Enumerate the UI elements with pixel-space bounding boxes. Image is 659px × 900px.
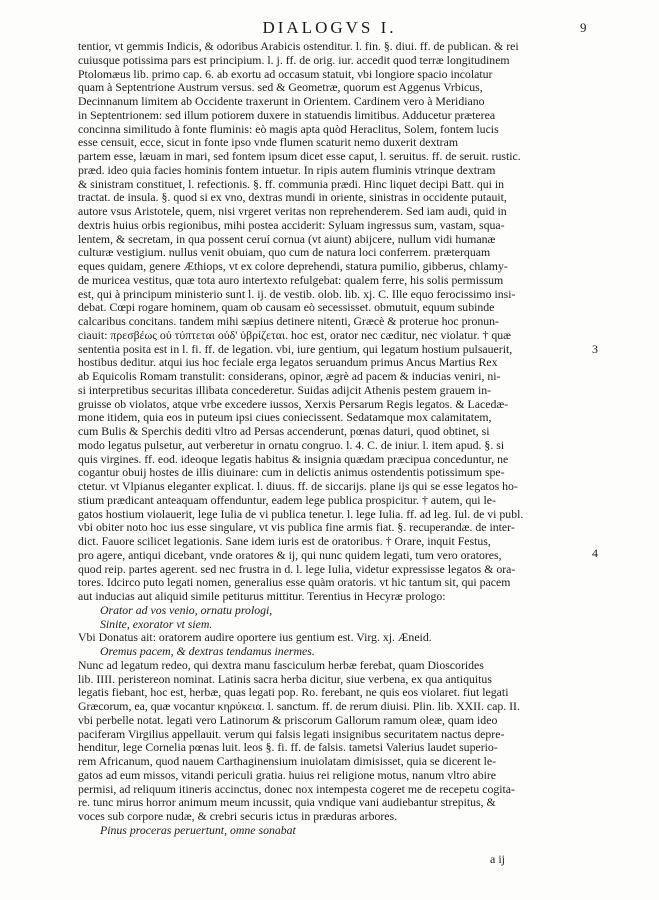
text-line: dextris huius orbis regionibus, mihi postea acciderit: Syluam ingressus sum, vastam, squa- — [78, 218, 505, 232]
text-line: Pinus proceras peruertunt, omne sonabat — [100, 823, 296, 837]
text-line: cuiusque potissima pars est principium. l. j. ff. de orig. iur. accedit quod terræ longitudinem — [78, 53, 510, 67]
text-line: ctetur. vt Vlpianus eleganter explicat. l. diuus. ff. de siccarijs. plane ijs qui se esse legatos ho- — [78, 480, 518, 493]
text-line: vbi obiter noto hoc ius esse singulare, vt vis publica fine armis fiat. §. recuperandæ. de inter- — [78, 521, 515, 535]
text-line: quis virgines. ff. eod. ideoque legatis habitus & insignia quædam præcipua conceduntur, ne — [78, 452, 509, 466]
text-line: lib. IIII. peristereon nominat. Latinis sacra herba dicitur, siue verbena, ex qua antiquitus — [78, 672, 492, 686]
text-line: mone itidem, quia eos in puteum ipsi ciues coniecissent. Sedatamque mox calamitatem, — [78, 411, 492, 425]
text-line: Oremus pacem, & dextras tendamus inermes. — [100, 645, 315, 658]
text-line: dict. Fauore scilicet legationis. Sane idem iuris est de oratoribus. † Orare, inquit Festus, — [78, 535, 491, 548]
text-line: si interpretibus securitas illibata concederetur. Suidas adijcit Athenis pestem grauem in- — [78, 383, 492, 397]
text-line: quod reip. partes agerent. sed nec frustra in d. l. lege Iulia, videtur expressisse legatos & ora- — [78, 562, 516, 576]
text-line: tores. Idcirco puto legati nomen, generalius esse quàm oratoris. vt hic tantum sit, qui pacem — [78, 576, 511, 590]
text-line: præd. ideo quia facies hominis fontem intuetur. In ripis autem fluminis vtrinque dextram — [78, 163, 496, 177]
text-line: stium prædicant anteaquam offenduntur, eadem lege publica prospicitur. † autem, qui le- — [78, 493, 496, 507]
text-line: Orator ad vos venio, ornatu prologi, — [100, 603, 273, 617]
text-line: de muricea vestitus, quæ tota auro intertexto refulgebat: qualem ferre, his solis permissum — [78, 273, 504, 287]
text-line: & sinistram constituet, l. refectionis. §. ff. communia prædi. Hinc liquet decipi Batt. qui in — [78, 177, 505, 191]
text-line: Græcorum, ea, quæ vocantur κηρύκεια. l. sanctum. ff. de rerum diuisi. Plin. lib. XXII. cap. II. — [78, 700, 520, 713]
text-line: paciferam Virgilius appellauit. verum qui falsis legati insignibus securitatem nactus depre- — [78, 727, 505, 741]
signature-mark: a ij — [490, 852, 505, 866]
text-line: Nunc ad legatum redeo, qui dextra manu fasciculum herbæ ferebat, quam Dioscorides — [78, 658, 484, 672]
text-line: est, qui à principum ministerio sunt l. ij. de vestib. olob. lib. xj. C. Ille equo ferocissimo insi- — [78, 287, 516, 301]
text-line: partem esse, læuam in mari, sed fontem ipsum dicet esse caput, l. seruitus. ff. de seruit. rustic. — [78, 150, 521, 163]
text-line: ab Equicolis Romam transtulit: considerans, opinor, ægrè ad pacem & inducias veniri, ni- — [78, 370, 501, 383]
text-line: gatos hostium violauerit, lege Iulia de vi publica tenetur. l. lege Iulia. ff. ad leg. Iul. de vi publ. — [78, 507, 524, 521]
text-line: autore vsus Aristotele, quem, nisi vrgeret veritas non reprehenderem. Sed iam audi, quid in — [78, 205, 507, 218]
text-line: permisi, ad reliquum itineris accinctus, donec nox intempesta cogeret me de recepetu cogita- — [78, 782, 515, 796]
text-line: sententia posita est in l. fi. ff. de legation. vbi, iure gentium, qui legatum hostium pulsauerit, — [78, 342, 513, 356]
text-line: eques quidam, genere Æthiops, vt ex colore deprehendi, statura pumilio, gibberus, chlamy- — [78, 260, 508, 273]
text-line: hostibus deditur. atqui ius hoc feciale erga legatos seruandum primus Ancus Martius Rex — [78, 356, 498, 370]
running-head: DIALOGVS I. — [262, 18, 397, 37]
text-line: tentior, vt gemmis Indicis, & odoribus Arabicis ostenditur. l. fin. §. diui. ff. de publican. & rei — [78, 40, 519, 53]
margin-number: 4 — [592, 546, 598, 560]
text-line: quam à Septentrione Austrum versus. sed & Geometræ, quorum est Aggenus Vrbicus, — [78, 81, 483, 95]
text-line: tractat. de insula. §. quod si ex vno, dextras mundi in oriente, sinistras in occidente putauit, — [78, 191, 507, 205]
text-line: rem Africanum, quod nauem Carthaginensium inuiolatam dimisisset, quia se dicerent le- — [78, 755, 497, 768]
text-line: culturæ vestigium. nullus venit obuiam, quo cum de natura loci conferrem. præterquam — [78, 246, 491, 260]
text-line: Vbi Donatus ait: oratorem audire oportere ius gentium est. Virg. xj. Æneid. — [78, 631, 432, 645]
text-line: ciauit: πρεσβέως οὐ τύπτεται οὐδ' ὑβρίζεται. hoc est, orator nec cæditur, nec violatur. † quæ — [78, 328, 512, 342]
text-line: cogantur obuij hostes de illis diuinare: cum in delictis animus ostendentis potissimum spe- — [78, 466, 505, 480]
body-text — [78, 40, 574, 838]
text-line: concinna similitudo à fonte fluminis: eò magis apta quòd Heraclitus, Solem, fontem lucis — [78, 122, 499, 136]
text-line: Sinite, exorator vt siem. — [100, 617, 213, 631]
text-line: debat. Cœpi rogare hominem, quam ob causam eò secessisset. obmutuit, equum subinde — [78, 301, 495, 315]
text-line: henditur, lege Cornelia pœnas luit. leos §. fi. ff. de falsis. tametsi Valerius laudet superio- — [78, 741, 498, 755]
text-line: aut inducias aut aliquid simile petiturus mittitur. Terentius in Hecyræ prologo: — [78, 590, 446, 603]
text-line: gruisse ob violatos, atque vrbe excedere iussos, Xerxis Persarum Regis legatos. & Lacedæ- — [78, 397, 509, 411]
text-line: in Septentrionem: sed illum potiorem duxere in statuendis limitibus. Adducetur præterea — [78, 108, 496, 122]
text-line: modo legatus pulsetur, aut verberetur in ornatu congruo. l. 4. C. de iniur. l. item apud. §. si — [78, 438, 505, 452]
text-line: vbi perbelle notat. legati vero Latinorum & priscorum Gallorum ramum oleæ, quam ideo — [78, 713, 498, 727]
text-line: esse censuit, ecce, sicut in fonte ipso vnde flumen scaturit nemo duxerit dextram — [78, 136, 459, 150]
text-line: Ptolomæus lib. primo cap. 6. ab exortu ad occasum statuit, vbi longiore spacio incolatur — [78, 67, 493, 81]
text-line: calcaribus concitans. tandem mihi sæpius detinere nitenti, Græcè & proterue hoc pronun- — [78, 315, 499, 328]
text-line: gatos ad eum missos, vitandi periculi gratia. huius rei religione motus, nanum vltro abire — [78, 768, 497, 782]
text-line: lentem, & secretam, in qua possent ceruí cornua (vt aiunt) abijcere, nullum vidi humanæ — [78, 232, 496, 246]
text-line: legatis fiebant, hoc est, herbæ, quas legati pop. Ro. ferebant, ne quis eos violaret. fiut legati — [78, 686, 509, 700]
margin-number: 3 — [592, 342, 598, 356]
text-line: pro agere, antiqui dicebant, vnde oratores & ij, qui nunc quidem legati, tum vero oratores, — [78, 548, 502, 562]
text-line: cum Bulis & Sperchis dediti vltro ad Persas accenderunt, pœnas daturi, quod obtinet, si — [78, 425, 490, 438]
page-number: 9 — [580, 20, 587, 35]
text-line: Decinnanum limitem ab Occidente traxerunt in Orientem. Cardinem vero à Meridiano — [78, 95, 485, 108]
text-line: voces sub corpore nudæ, & crebri securis ictus in præduras arbores. — [78, 810, 398, 823]
text-line: re. tunc mirus horror animum meum incussit, quia vndique vani audiebantur strepitus, & — [78, 796, 496, 810]
